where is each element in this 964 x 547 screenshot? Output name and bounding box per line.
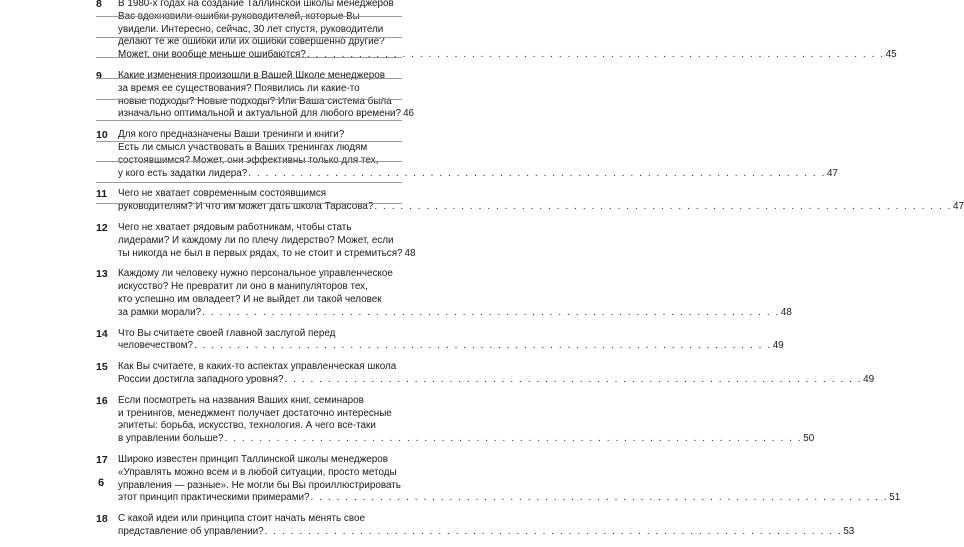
toc-entry-line: состоявшимся? Может, они эффективны только для тех, — [118, 154, 379, 166]
entry-divider — [96, 141, 402, 142]
dot-leader — [248, 168, 826, 181]
entry-divider — [96, 57, 402, 58]
toc-entry-line-text: у кого есть задатки лидера? — [118, 167, 248, 179]
toc-entry-line: В 1980-х годах на создание Таллинской школы менеджеров — [118, 0, 394, 9]
toc-entry-line-text: за рамки морали? — [118, 306, 202, 318]
toc-entry-page-number: 47 — [826, 167, 838, 179]
toc-entry — [96, 129, 838, 180]
toc-entry — [96, 0, 897, 62]
toc-entry-line-text: России достигла западного уровня? — [118, 373, 284, 385]
toc-entry-line: Есть ли смысл участвовать в Ваших тренингах людям — [118, 141, 368, 153]
toc-entry-line — [118, 492, 901, 505]
toc-entry-number: 10 — [96, 129, 108, 142]
toc-entry-question — [118, 361, 875, 387]
toc-entry-number: 8 — [96, 0, 102, 10]
toc-entry-line — [118, 525, 855, 539]
toc-entry-question — [118, 129, 838, 180]
toc-entry-line — [118, 433, 815, 446]
toc-entry — [96, 221, 416, 260]
toc-entry-number: 17 — [96, 453, 108, 466]
toc-entry-line: Какие изменения произошли в Вашей Школе менеджеров — [118, 69, 385, 81]
toc-entry — [96, 513, 855, 539]
page-number: 6 — [98, 477, 105, 489]
toc-entry-line — [118, 340, 784, 353]
toc-entry-line: управления — разные». Не могли бы Вы проиллюстрировать — [118, 479, 401, 491]
toc-entry-line: делают те же ошибки или их ошибки совершенно другие? — [118, 36, 385, 48]
toc-entry-number: 12 — [96, 221, 108, 234]
toc-entry-line-text: Может, они вообще меньше ошибаются? — [118, 49, 306, 61]
toc-entry-line-text: человечеством? — [118, 340, 193, 352]
toc-entry-number: 18 — [96, 513, 108, 526]
toc-entry-number: 9 — [96, 69, 102, 82]
toc-entry-line — [118, 306, 792, 320]
toc-entry-line: Чего не хватает современным состоявшимся — [118, 188, 327, 200]
dot-leader — [265, 526, 843, 539]
toc-entry — [96, 188, 964, 214]
dot-leader — [194, 340, 772, 353]
toc-entry-question — [118, 268, 792, 319]
entry-divider — [96, 37, 402, 38]
toc-entry-line: «Управлять можно всем и в любой ситуации, просто методы — [118, 466, 397, 478]
toc-entry-line-text: руководителям? И что им может дать школа Тарасова? — [118, 201, 374, 213]
toc-entry-line: эпитеты: борьба, искусство, технология. А чего все-таки — [118, 420, 376, 432]
entry-divider — [96, 182, 402, 183]
toc-entry-number: 16 — [96, 394, 108, 407]
toc-entry-page-number: 49 — [772, 340, 784, 352]
toc-entry-line: увидели. Интересно, сейчас, 30 лет спустя, руководители — [118, 23, 384, 35]
toc-entry-line: Вас вдохновили ошибки руководителей, которые Вы — [118, 10, 360, 22]
entry-divider — [96, 16, 402, 17]
entry-divider — [96, 120, 402, 121]
toc-entry-number: 14 — [96, 327, 108, 340]
entry-divider — [96, 99, 402, 100]
toc-entry-line: Как Вы считаете, в каких-то аспектах управленческая школа — [118, 361, 397, 373]
toc-entry-line: искусство? Не превратит ли оно в манипуляторов тех, — [118, 281, 368, 293]
toc-entry-line: за время ее существования? Появились ли какие-то — [118, 82, 360, 94]
toc-entry-number: 13 — [96, 268, 108, 281]
toc-entry-page-number: 45 — [885, 49, 897, 61]
toc-entry-line: Чего не хватает рядовым работникам, чтобы стать — [118, 221, 352, 233]
entry-divider — [96, 161, 402, 162]
toc-entry-line: новые подходы? Новые подходы? Или Ваша система была — [118, 95, 392, 107]
toc-entry-line — [118, 167, 838, 181]
toc-entry — [96, 394, 815, 446]
toc-entry-line: Если посмотреть на названия Ваших книг, семинаров — [118, 394, 364, 406]
entry-divider — [96, 78, 402, 79]
toc-entry-line: Широко известен принцип Таллинской школы менеджеров — [118, 453, 389, 465]
toc-entry-question — [118, 221, 416, 260]
toc-entry-question — [118, 394, 815, 446]
toc-entry-line: Что Вы считаете своей главной заслугой перед — [118, 327, 336, 339]
toc-entry-number: 11 — [96, 188, 108, 201]
toc-entry — [96, 268, 792, 319]
dot-leader — [311, 492, 889, 505]
toc-entry-page-number: 48 — [780, 306, 792, 318]
toc-entry-page-number: 49 — [863, 373, 875, 385]
toc-entry-number: 15 — [96, 361, 108, 374]
toc-entry-line-text: изначально оптимальной и актуальной для любого времени? — [118, 108, 402, 120]
toc-entry-page-number: 47 — [953, 201, 964, 213]
toc-entry — [96, 453, 901, 505]
toc-entry-question — [118, 0, 897, 62]
toc-entry-question — [118, 327, 784, 354]
toc-entry-question — [118, 453, 901, 505]
table-of-contents — [96, 0, 964, 547]
toc-entry-page-number: 51 — [889, 492, 901, 504]
toc-entry-line: С какой идеи или принципа стоит начать менять свое — [118, 513, 365, 525]
dot-leader — [202, 307, 780, 320]
toc-entry-question — [118, 513, 855, 539]
toc-entry-page-number: 50 — [803, 433, 815, 445]
toc-entry-question — [118, 188, 964, 214]
dot-leader — [225, 433, 803, 446]
toc-entry-line-text: представление об управлении? — [118, 525, 264, 537]
toc-entry-page-number: 48 — [404, 247, 416, 259]
toc-entry-page-number: 46 — [403, 108, 415, 120]
dot-leader — [284, 374, 862, 387]
toc-entry-line: лидерами? И каждому ли по плечу лидерство? Может, если — [118, 234, 394, 246]
toc-entry-line: и тренингов, менеджмент получает достаточно интересные — [118, 407, 392, 419]
entry-divider — [96, 203, 402, 204]
toc-entry-line-text: в управлении больше? — [118, 433, 224, 445]
toc-entry-line: Для кого предназначены Ваши тренинги и книги? — [118, 129, 345, 141]
toc-entry-line — [118, 373, 875, 387]
toc-entry — [96, 327, 784, 354]
dot-leader — [374, 201, 952, 214]
toc-entry-line-text: ты никогда не был в первых рядах, то не стоит и стремиться? — [118, 247, 403, 259]
toc-entry-page-number: 53 — [843, 525, 855, 537]
toc-entry-line: Каждому ли человеку нужно персональное управленческое — [118, 268, 393, 280]
toc-entry-line-text: этот принцип практическими примерами? — [118, 492, 310, 504]
toc-entry-line: кто успешно им овладеет? И не выйдет ли такой человек — [118, 293, 382, 305]
toc-entry — [96, 361, 875, 387]
toc-entry-line — [118, 247, 416, 261]
